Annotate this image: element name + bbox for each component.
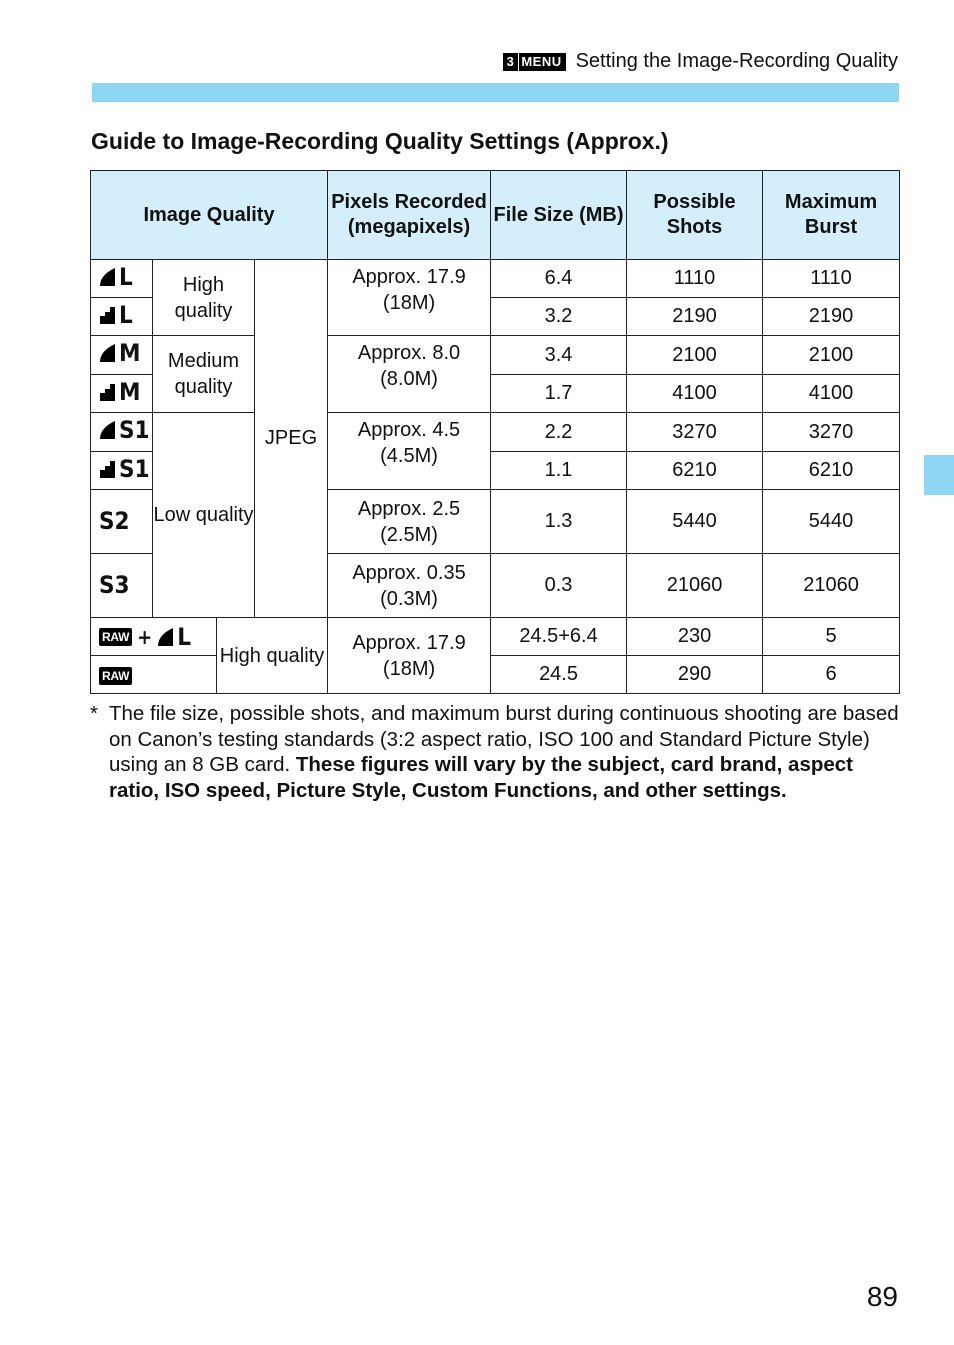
quality-icon-cell bbox=[91, 375, 153, 413]
low-quality-label: Low quality bbox=[153, 504, 254, 526]
fine-quality-icon bbox=[157, 627, 175, 647]
quality-icon-cell bbox=[91, 490, 153, 554]
size-letter: S2 bbox=[99, 506, 130, 535]
header-pixels-recorded: Pixels Recorded (megapixels) bbox=[328, 171, 491, 260]
header-image-quality: Image Quality bbox=[91, 171, 328, 260]
possible-shots-value: 3270 bbox=[627, 413, 763, 452]
normal-quality-icon bbox=[99, 459, 117, 479]
pixels-m: Approx. 8.0 (8.0M) bbox=[328, 336, 491, 413]
menu-tab-icon bbox=[503, 53, 566, 71]
raw-quality-icon bbox=[99, 667, 132, 685]
possible-shots-value: 2190 bbox=[627, 298, 763, 336]
size-letter: L bbox=[119, 300, 133, 329]
size-letter: L bbox=[177, 623, 191, 651]
normal-quality-icon bbox=[99, 382, 117, 402]
fine-quality-icon bbox=[99, 343, 117, 363]
possible-shots-value: 1110 bbox=[627, 260, 763, 298]
size-letter: L bbox=[119, 262, 133, 291]
fine-m-quality-icon bbox=[99, 341, 141, 365]
normal-quality-icon bbox=[99, 305, 117, 325]
quality-icon-cell bbox=[91, 298, 153, 336]
pixels-raw: Approx. 17.9 (18M) bbox=[328, 618, 491, 694]
maximum-burst-value: 4100 bbox=[763, 375, 900, 413]
menu-tab-number: 3 bbox=[503, 53, 519, 71]
normal-s1-quality-icon bbox=[99, 454, 150, 483]
file-size-value: 1.7 bbox=[491, 375, 627, 413]
file-size-value: 0.3 bbox=[491, 554, 627, 618]
s3-quality-icon bbox=[99, 570, 130, 599]
maximum-burst-value: 1110 bbox=[763, 260, 900, 298]
fine-quality-icon bbox=[99, 420, 117, 440]
raw-plus-fine-l-quality-icon bbox=[99, 625, 191, 649]
possible-shots-value: 230 bbox=[627, 618, 763, 656]
maximum-burst-value: 5440 bbox=[763, 490, 900, 554]
normal-l-quality-icon bbox=[99, 300, 133, 329]
footnote-bold: These figures will vary by the subject, card brand, aspect ratio, ISO speed, Picture Style, Custom Functions, and other settings. bbox=[109, 753, 853, 802]
header-possible-shots: Possible Shots bbox=[627, 171, 763, 260]
quality-icon-cell bbox=[91, 656, 217, 694]
group-high-quality: High quality bbox=[153, 260, 255, 336]
possible-shots-value: 21060 bbox=[627, 554, 763, 618]
pixels-s3: Approx. 0.35 (0.3M) bbox=[328, 554, 491, 618]
size-letter: S3 bbox=[99, 570, 130, 599]
running-header bbox=[503, 50, 898, 73]
pixels-s2: Approx. 2.5 (2.5M) bbox=[328, 490, 491, 554]
s2-quality-icon bbox=[99, 506, 130, 535]
group-low-quality bbox=[153, 413, 255, 618]
footnote-plain: The file size, possible shots, and maximum burst during continuous shooting are based on Canon’s testing standards (3:2 aspect ratio, ISO 100 and Standard Picture Style) using an 8 GB card. bbox=[109, 702, 899, 777]
file-size-value: 1.1 bbox=[491, 452, 627, 490]
accent-bar bbox=[92, 83, 899, 102]
file-size-value: 2.2 bbox=[491, 413, 627, 452]
chapter-side-tab bbox=[924, 455, 954, 495]
running-header-title: Setting the Image-Recording Quality bbox=[575, 50, 898, 72]
group-jpeg: JPEG bbox=[255, 260, 328, 618]
section-title: Guide to Image-Recording Quality Settings (Approx.) bbox=[91, 128, 669, 154]
size-letter: M bbox=[119, 377, 141, 406]
file-size-value: 6.4 bbox=[491, 260, 627, 298]
header-maximum-burst: Maximum Burst bbox=[763, 171, 900, 260]
size-letter: S1 bbox=[119, 454, 150, 483]
quality-icon-cell bbox=[91, 413, 153, 452]
page-number: 89 bbox=[866, 1281, 898, 1312]
maximum-burst-value: 21060 bbox=[763, 554, 900, 618]
table-row bbox=[91, 260, 900, 298]
maximum-burst-value: 6 bbox=[763, 656, 900, 694]
possible-shots-value: 6210 bbox=[627, 452, 763, 490]
maximum-burst-value: 5 bbox=[763, 618, 900, 656]
group-medium-quality: Medium quality bbox=[153, 336, 255, 413]
quality-icon-cell bbox=[91, 452, 153, 490]
quality-settings-table bbox=[90, 170, 900, 694]
possible-shots-value: 290 bbox=[627, 656, 763, 694]
quality-icon-cell bbox=[91, 554, 153, 618]
pixels-l: Approx. 17.9 (18M) bbox=[328, 260, 491, 336]
size-letter: M bbox=[119, 339, 141, 367]
table-row bbox=[91, 413, 900, 452]
footnote bbox=[90, 701, 900, 803]
pixels-s1: Approx. 4.5 (4.5M) bbox=[328, 413, 491, 490]
raw-icon: RAW bbox=[99, 667, 132, 685]
possible-shots-value: 4100 bbox=[627, 375, 763, 413]
file-size-value: 3.2 bbox=[491, 298, 627, 336]
group-raw-high-quality: High quality bbox=[217, 618, 328, 694]
maximum-burst-value: 2190 bbox=[763, 298, 900, 336]
fine-l-quality-icon bbox=[99, 262, 133, 291]
menu-tab-word: MENU bbox=[518, 53, 565, 71]
possible-shots-value: 5440 bbox=[627, 490, 763, 554]
file-size-value: 1.3 bbox=[491, 490, 627, 554]
table-row bbox=[91, 656, 900, 694]
table-row bbox=[91, 336, 900, 375]
file-size-value: 3.4 bbox=[491, 336, 627, 375]
normal-m-quality-icon bbox=[99, 377, 141, 406]
footnote-text bbox=[109, 701, 900, 803]
size-letter: S1 bbox=[119, 416, 150, 444]
fine-quality-icon bbox=[99, 267, 117, 287]
file-size-value: 24.5+6.4 bbox=[491, 618, 627, 656]
table-header-row bbox=[91, 171, 900, 260]
maximum-burst-value: 2100 bbox=[763, 336, 900, 375]
possible-shots-value: 2100 bbox=[627, 336, 763, 375]
maximum-burst-value: 6210 bbox=[763, 452, 900, 490]
quality-icon-cell bbox=[91, 618, 217, 656]
quality-icon-cell bbox=[91, 260, 153, 298]
table-row bbox=[91, 618, 900, 656]
maximum-burst-value: 3270 bbox=[763, 413, 900, 452]
plus-sign: + bbox=[137, 625, 153, 649]
fine-s1-quality-icon bbox=[99, 418, 150, 442]
file-size-value: 24.5 bbox=[491, 656, 627, 694]
footnote-marker: * bbox=[90, 702, 98, 725]
header-file-size: File Size (MB) bbox=[491, 171, 627, 260]
quality-icon-cell bbox=[91, 336, 153, 375]
raw-icon: RAW bbox=[99, 628, 132, 646]
